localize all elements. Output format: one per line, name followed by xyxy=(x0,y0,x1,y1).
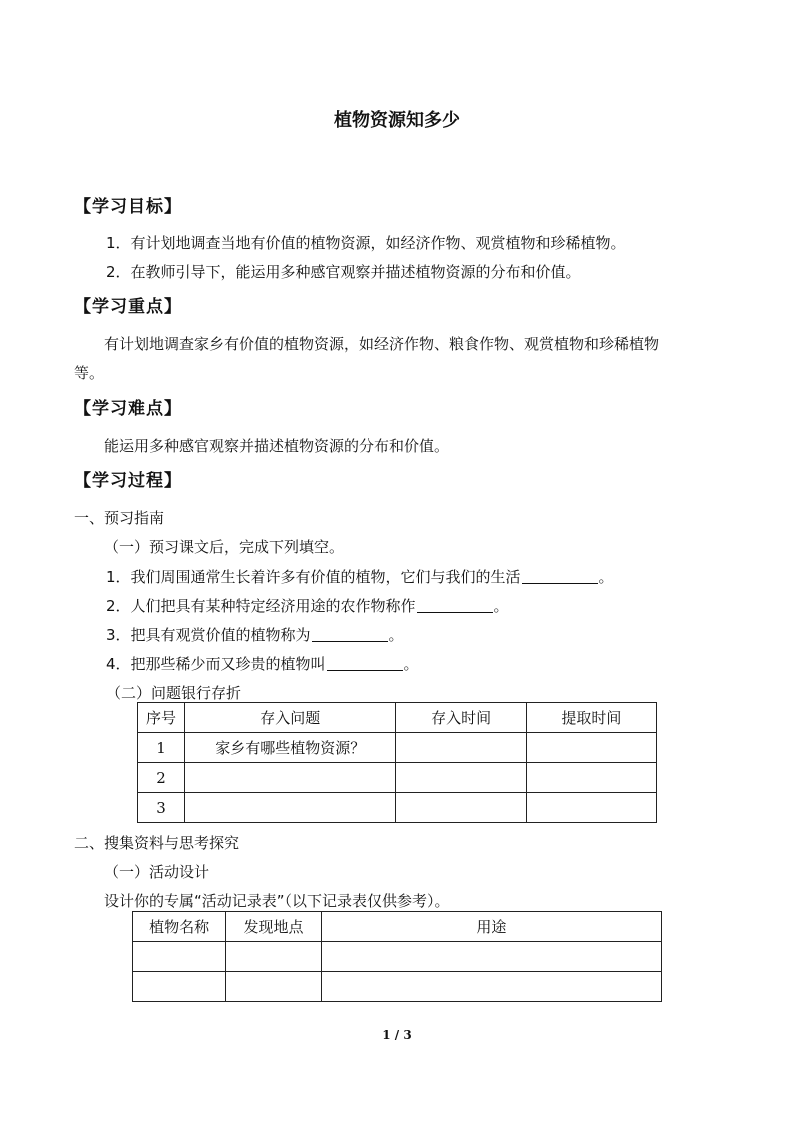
table-header-row xyxy=(133,912,662,942)
table-cell[interactable] xyxy=(526,763,656,793)
table-cell[interactable] xyxy=(185,793,396,823)
answer-blank-1[interactable] xyxy=(522,569,598,584)
keypoints-heading: 【学习重点】 xyxy=(74,297,182,317)
table-cell[interactable] xyxy=(526,733,656,763)
table-header-cell: 序号 xyxy=(138,703,185,733)
subsection-2-heading: （二）问题银行存折 xyxy=(106,684,242,702)
question-4-text: 4．把那些稀少而又珍贵的植物叫 xyxy=(106,655,326,673)
table-header-cell: 用途 xyxy=(321,912,661,942)
table-cell-index: 3 xyxy=(138,793,185,823)
page-number: 1 / 3 xyxy=(382,1028,412,1042)
table-header-cell: 存入时间 xyxy=(396,703,526,733)
question-1 xyxy=(106,566,614,587)
process-heading: 【学习过程】 xyxy=(74,471,182,491)
question-2-text: 2．人们把具有某种特定经济用途的农作物称作 xyxy=(106,597,416,615)
activity-record-table xyxy=(132,911,662,1002)
table-header-cell: 提取时间 xyxy=(526,703,656,733)
table-cell[interactable] xyxy=(396,733,526,763)
part-2-heading: 二、搜集资料与思考探究 xyxy=(74,834,240,852)
table-cell[interactable] xyxy=(185,763,396,793)
table-header-cell: 存入问题 xyxy=(185,703,396,733)
goal-item-2: 2．在教师引导下，能运用多种感官观察并描述植物资源的分布和价值。 xyxy=(106,263,581,281)
part-1-heading: 一、预习指南 xyxy=(74,509,165,527)
question-bank-table xyxy=(137,702,657,823)
page-title: 植物资源知多少 xyxy=(334,110,460,131)
table-cell[interactable] xyxy=(321,942,661,972)
question-2-end: 。 xyxy=(493,597,509,615)
goals-heading: 【学习目标】 xyxy=(74,197,182,217)
table-cell-index: 1 xyxy=(138,733,185,763)
table-header-cell: 发现地点 xyxy=(226,912,321,942)
question-3-end: 。 xyxy=(388,626,404,644)
table-cell[interactable] xyxy=(226,942,321,972)
table-row xyxy=(138,763,657,793)
answer-blank-2[interactable] xyxy=(417,598,493,613)
keypoints-line-1: 有计划地调查家乡有价值的植物资源，如经济作物、粮食作物、观赏植物和珍稀植物 xyxy=(104,335,660,353)
subsection-1-heading: （一）预习课文后，完成下列填空。 xyxy=(104,538,345,556)
table-cell[interactable] xyxy=(396,793,526,823)
table-header-cell: 植物名称 xyxy=(133,912,226,942)
table-cell[interactable] xyxy=(133,972,226,1002)
table-row xyxy=(138,793,657,823)
table-row xyxy=(133,972,662,1002)
question-3 xyxy=(106,624,404,645)
difficulties-heading: 【学习难点】 xyxy=(74,399,182,419)
design-text: 设计你的专属“活动记录表”（以下记录表仅供参考）。 xyxy=(104,892,450,910)
table-cell[interactable] xyxy=(396,763,526,793)
question-3-text: 3．把具有观赏价值的植物称为 xyxy=(106,626,311,644)
table-row xyxy=(133,942,662,972)
table-cell-index: 2 xyxy=(138,763,185,793)
table-row xyxy=(138,733,657,763)
subsection-3-heading: （一）活动设计 xyxy=(104,863,210,881)
table-cell[interactable] xyxy=(226,972,321,1002)
table-cell[interactable] xyxy=(321,972,661,1002)
table-cell[interactable] xyxy=(526,793,656,823)
keypoints-line-2: 等。 xyxy=(74,364,105,382)
question-1-end: 。 xyxy=(598,568,614,586)
question-2 xyxy=(106,595,509,616)
difficulties-text: 能运用多种感官观察并描述植物资源的分布和价值。 xyxy=(104,437,450,455)
question-4 xyxy=(106,653,419,674)
question-1-text: 1．我们周围通常生长着许多有价值的植物，它们与我们的生活 xyxy=(106,568,521,586)
question-4-end: 。 xyxy=(403,655,419,673)
answer-blank-4[interactable] xyxy=(327,656,403,671)
goal-item-1: 1．有计划地调查当地有价值的植物资源，如经济作物、观赏植物和珍稀植物。 xyxy=(106,234,626,252)
answer-blank-3[interactable] xyxy=(312,627,388,642)
table-header-row xyxy=(138,703,657,733)
table-cell[interactable]: 家乡有哪些植物资源？ xyxy=(185,733,396,763)
table-cell[interactable] xyxy=(133,942,226,972)
